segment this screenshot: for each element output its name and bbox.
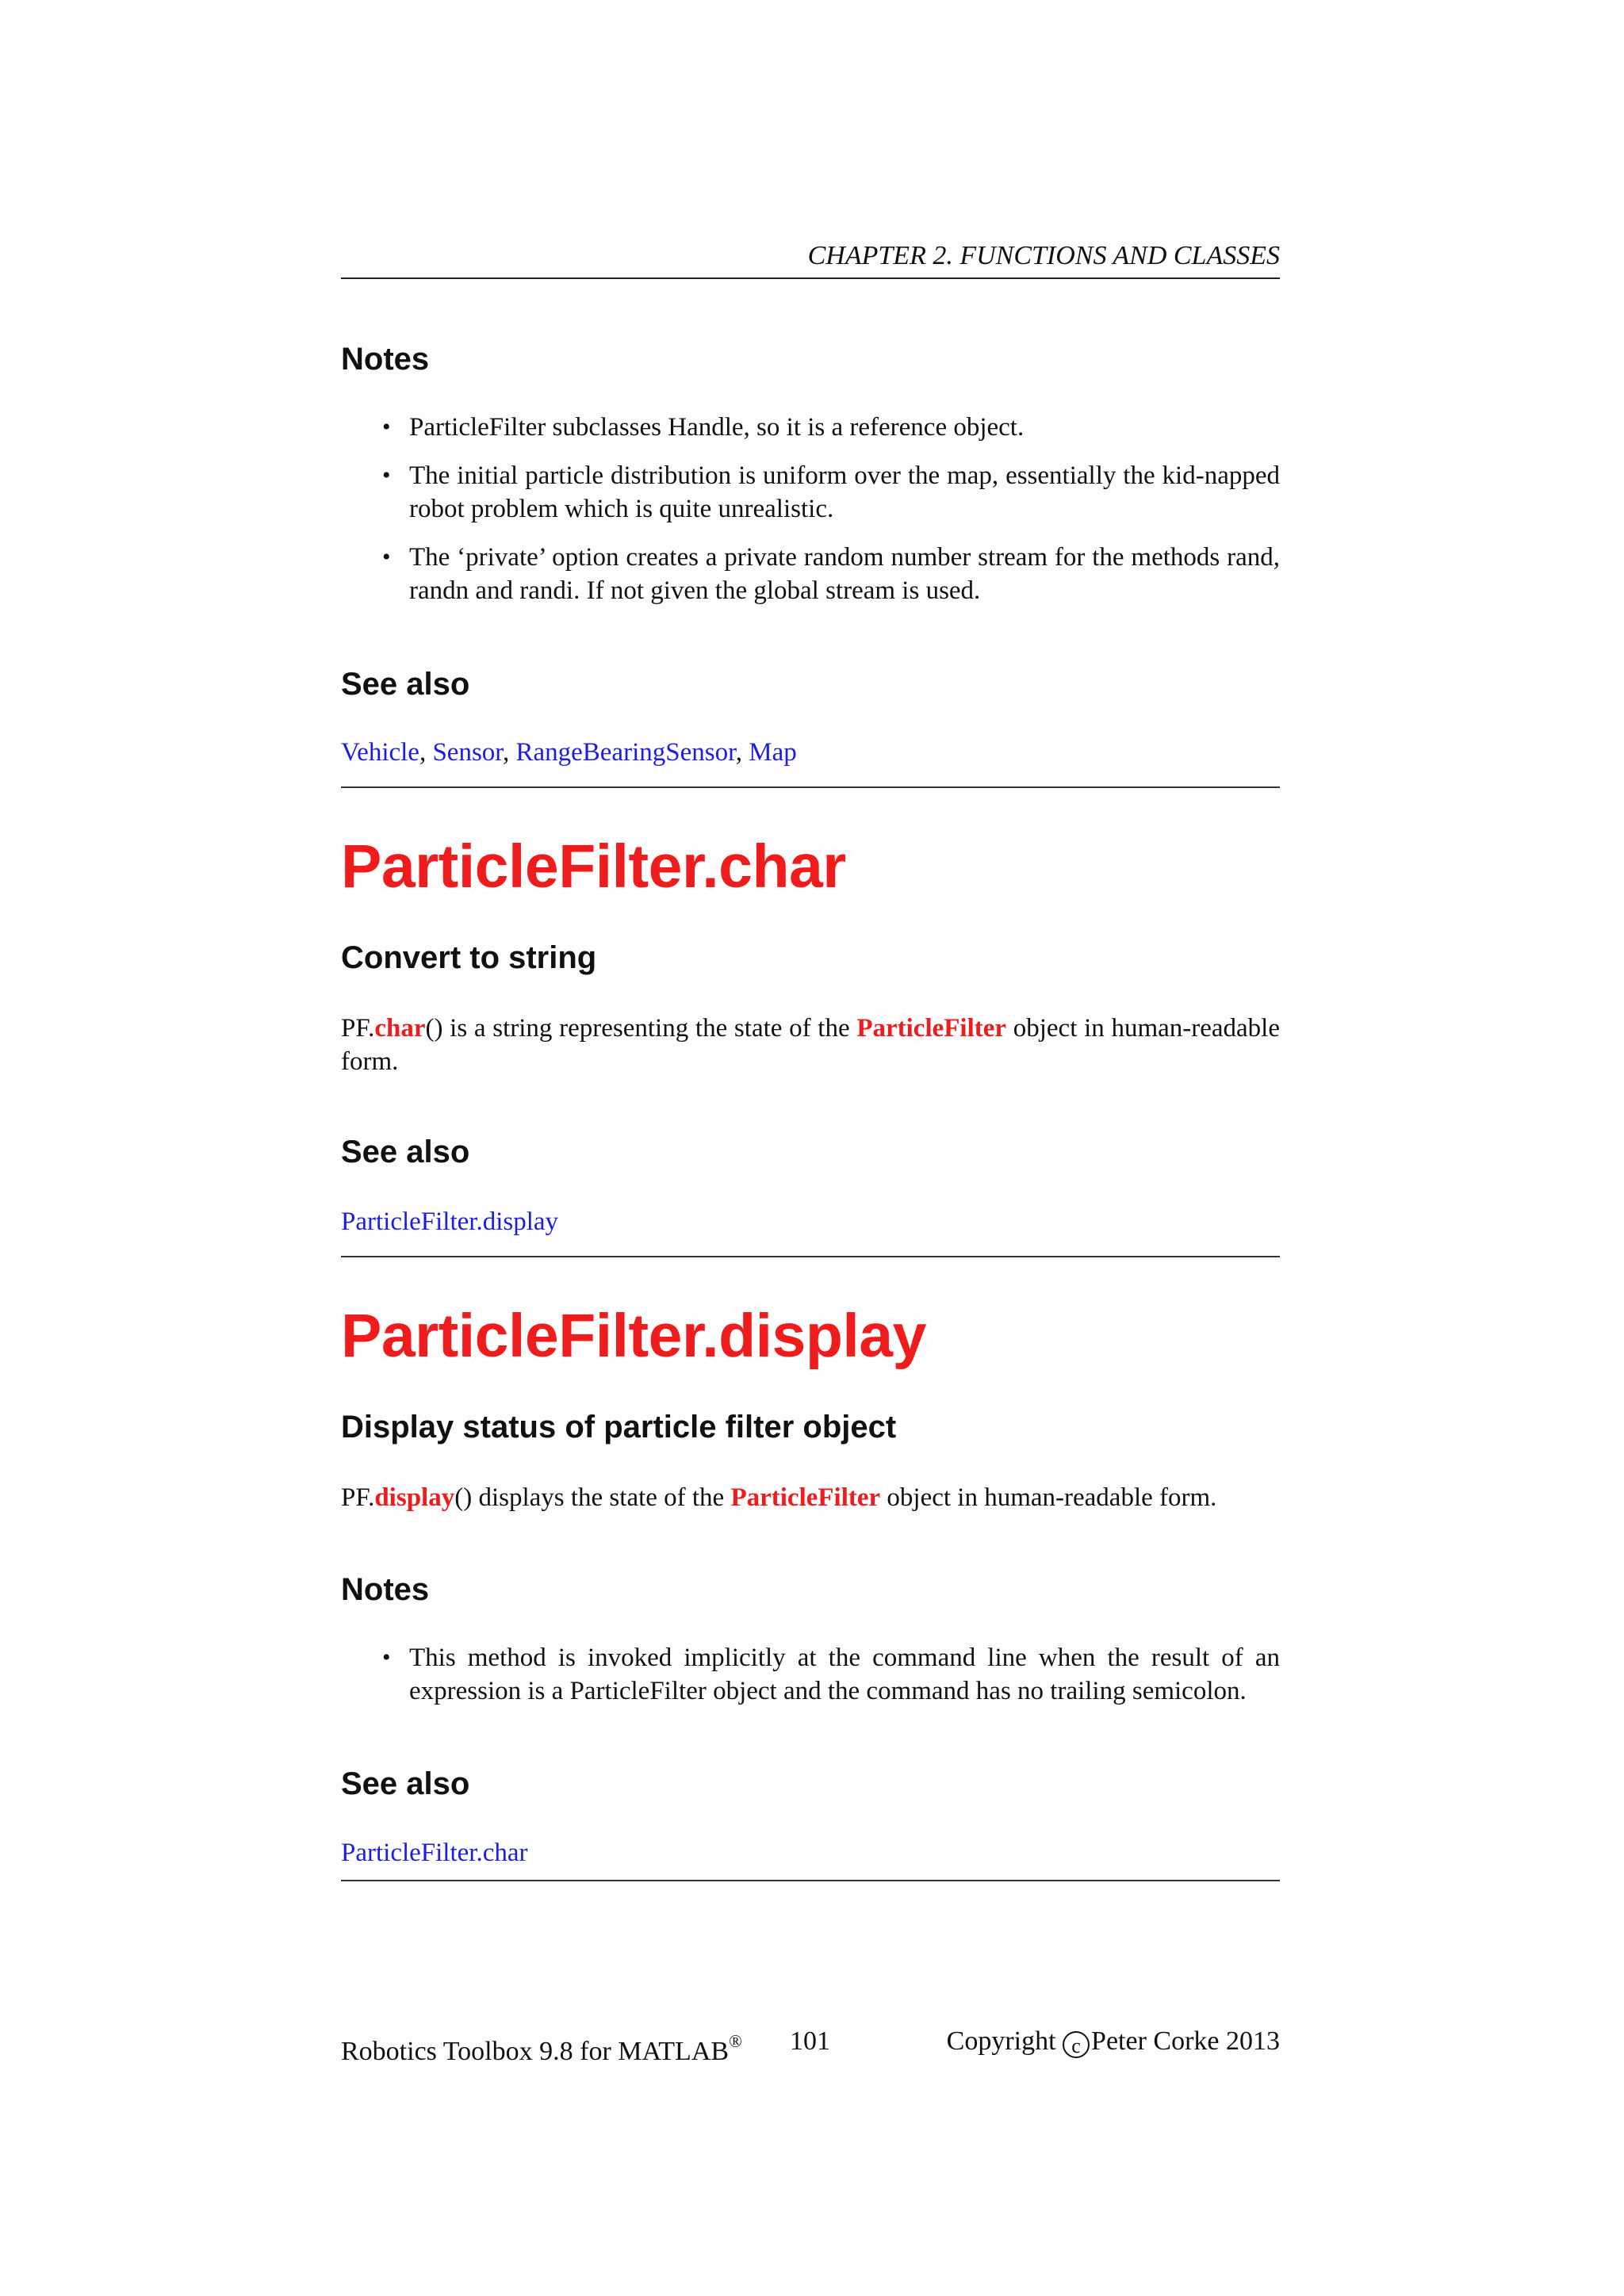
- link-particlefilter-display[interactable]: ParticleFilter.display: [341, 1207, 559, 1236]
- copyright-prefix: Copyright: [946, 2026, 1063, 2056]
- bullet-icon: •: [382, 414, 391, 440]
- class-name: ParticleFilter: [730, 1483, 881, 1512]
- bullet-icon: •: [382, 1644, 391, 1670]
- link-particlefilter-char[interactable]: ParticleFilter.char: [341, 1839, 528, 1867]
- object-prefix: PF.: [341, 1014, 375, 1043]
- class-name: ParticleFilter: [856, 1014, 1007, 1043]
- see-also-heading: See also: [341, 1135, 470, 1169]
- method-description-char: [341, 1012, 1280, 1078]
- description-text: object in human-readable form.: [880, 1483, 1217, 1512]
- page-number: 101: [790, 2026, 830, 2056]
- note-text: The initial particle distribution is uniform over the map, essentially the kid-napped robot problem which is quite unrealistic.: [409, 461, 1280, 523]
- see-also-heading: See also: [341, 1766, 470, 1801]
- registered-mark: ®: [729, 2031, 742, 2051]
- list-item: [341, 541, 1280, 607]
- footer-copyright: [947, 2022, 1280, 2061]
- see-also-links: [341, 736, 1280, 769]
- link-separator: ,: [419, 738, 433, 767]
- section-divider: [341, 1880, 1280, 1881]
- link-sensor[interactable]: Sensor: [432, 738, 503, 767]
- description-text: () is a string representing the state of the: [425, 1014, 857, 1043]
- footer-title: [341, 2022, 742, 2072]
- link-vehicle[interactable]: Vehicle: [341, 738, 419, 767]
- copyright-icon: c: [1063, 2031, 1090, 2058]
- notes-heading: Notes: [341, 342, 430, 377]
- link-range-bearing-sensor[interactable]: RangeBearingSensor: [515, 738, 736, 767]
- function-name: char: [374, 1014, 426, 1043]
- notes-heading: Notes: [341, 1572, 430, 1607]
- method-subtitle-display: Display status of particle filter object: [341, 1410, 897, 1445]
- note-text: This method is invoked implicitly at the command line when the result of an expression is a ParticleFilter object and the command has no trailing semicolon.: [409, 1644, 1280, 1705]
- notes-list: [341, 411, 1280, 607]
- note-text: The ‘private’ option creates a private random number stream for the methods rand, randn and randi. If not given the global stream is used.: [409, 543, 1280, 605]
- see-also-links: [341, 1836, 1280, 1869]
- notes-list: [341, 1641, 1280, 1708]
- object-prefix: PF.: [341, 1483, 375, 1512]
- see-also-links: [341, 1205, 1280, 1238]
- link-separator: ,: [735, 738, 749, 767]
- method-title-display: ParticleFilter.display: [341, 1302, 926, 1370]
- copyright-holder: Peter Corke 2013: [1091, 2026, 1280, 2056]
- section-divider: [341, 786, 1280, 788]
- note-text: ParticleFilter subclasses Handle, so it is a reference object.: [409, 413, 1025, 442]
- see-also-heading: See also: [341, 667, 470, 702]
- bullet-icon: •: [382, 544, 391, 570]
- bullet-icon: •: [382, 462, 391, 488]
- footer-title-text: Robotics Toolbox 9.8 for MATLAB: [341, 2037, 730, 2066]
- method-title-char: ParticleFilter.char: [341, 832, 846, 901]
- link-map[interactable]: Map: [749, 738, 797, 767]
- list-item: [341, 459, 1280, 526]
- method-description-display: [341, 1481, 1280, 1514]
- function-name: display: [374, 1483, 455, 1512]
- link-separator: ,: [502, 738, 516, 767]
- description-text: () displays the state of the: [454, 1483, 731, 1512]
- description-text: object in human-readable form.: [341, 1014, 1280, 1076]
- list-item: [341, 1641, 1280, 1708]
- section-divider: [341, 1256, 1280, 1257]
- running-head: CHAPTER 2. FUNCTIONS AND CLASSES: [341, 236, 1280, 279]
- list-item: [341, 411, 1280, 444]
- method-subtitle-char: Convert to string: [341, 940, 597, 975]
